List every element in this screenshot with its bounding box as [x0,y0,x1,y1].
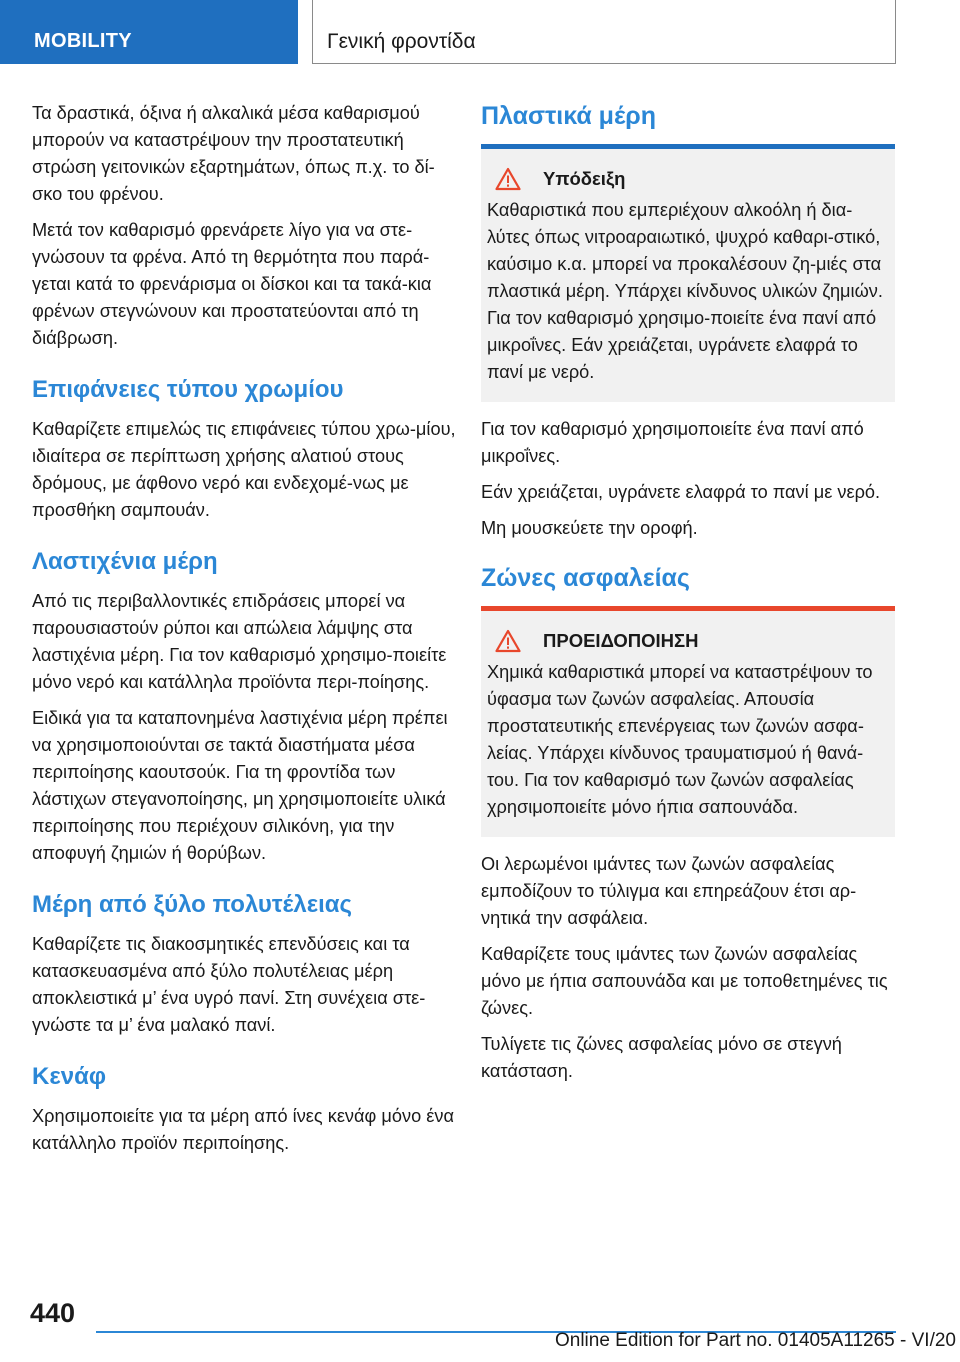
edition-note: Online Edition for Part no. 01405A11265 - VI/20 [554,1330,956,1351]
belts-section-header [481,562,895,611]
warning-text: Χημικά καθαριστικά μπορεί να καταστρέψουν το ύφασμα των ζωνών ασφαλείας. Απουσία προστατευτικής επενέργειας των ζωνών ασφα-λείας. Υπάρχει κίνδυνος τραυματισμού ή θανά-του. Για τον καθαρισμό των ζωνών ασφαλείας χρησιμοποιείτε μόνο ήπια σαπουνάδα. [487,662,873,817]
section-tab: MOBILITY [0,0,298,64]
belts-paragraph-3: Τυλίγετε τις ζώνες ασφαλείας μόνο σε στεγνή κατάσταση. [481,1034,842,1081]
heading-fine-wood: Μέρη από ξύλο πολυτέλειας [32,891,352,918]
page-header [0,0,960,66]
page-number: 440 [30,1298,76,1328]
heading-plastic-parts: Πλαστικά μέρη [481,102,656,130]
warning-triangle-icon [495,629,521,653]
intro-paragraph-2: Μετά τον καθαρισμό φρενάρετε λίγο για να στε-γνώσουν τα φρένα. Από τη θερμότητα που παρά-γεται κατά το φρενάρισμα οι δίσκοι και τα τακά-κια φρένων στεγνώνουν και προστατεύονται από τη διάβρωση. [32,220,432,348]
plastic-paragraph-1: Για τον καθαρισμό χρησιμοποιείτε ένα πανί από μικροΐνες. [481,419,864,466]
note-title: Υπόδειξη [543,168,626,189]
chapter-title: Γενική φροντίδα [312,0,896,64]
warning-title-row [487,629,883,653]
kenaf-paragraph: Χρησιμοποιείτε για τα μέρη από ίνες κενάφ μόνο ένα κατάλληλο προϊόν περιποίησης. [32,1106,454,1153]
plastic-paragraph-2: Εάν χρειάζεται, υγράνετε ελαφρά το πανί με νερό. [481,482,881,502]
right-column [481,100,895,1094]
wood-paragraph: Καθαρίζετε τις διακοσμητικές επενδύσεις και τα κατασκευασμένα από ξύλο πολυτέλειας μέρη αποκλειστικά μ’ ένα υγρό πανί. Στη συνέχεια στε-γνώστε τα μ’ ένα μαλακό πανί. [32,934,426,1035]
belts-paragraph-1: Οι λερωμένοι ιμάντες των ζωνών ασφαλείας εμποδίζουν το τύλιγμα και επηρεάζουν έτσι αρ-νητικά την ασφάλεια. [481,854,857,928]
note-text: Καθαριστικά που εμπεριέχουν αλκοόλη ή δια-λύτες όπως νιτροαραιωτικό, ψυχρό καθαρι-στικό, καύσιμο κ.α. μπορεί να προκαλέσουν ζη-μιές στα πλαστικά μέρη. Υπάρχει κίνδυνος υλικών ζημιών. Για τον καθαρισμό χρησιμο-ποιείτε ένα πανί από μικροΐνες. Εάν χρειάζεται, υγράνετε ελαφρά το πανί με νερό. [487,200,883,382]
rubber-paragraph-2: Ειδικά για τα καταπονημένα λαστιχένια μέρη πρέπει να χρησιμοποιούνται σε τακτά διαστήματα μέσα περιποίησης καουτσούκ. Για τη φροντίδα των λάστιχων στεγανοποίησης, μη χρησιμοποιείτε υλικά περιποίησης που περιέχουν σιλικόνη, για την αποφυγή ζημιών ή θορύβων. [32,708,448,863]
plastic-paragraph-3: Μη μουσκεύετε την οροφή. [481,518,698,538]
chrome-paragraph: Καθαρίζετε επιμελώς τις επιφάνειες τύπου χρω-μίου, ιδιαίτερα σε περίπτωση χρήσης αλατιού στους δρόμους, με άφθονο νερό και ενδεχομέ-νως με προσθήκη σαμπουάν. [32,419,456,520]
heading-chrome-surfaces: Επιφάνειες τύπου χρωμίου [32,376,344,403]
note-title-row [487,167,883,191]
warning-triangle-icon [495,167,521,191]
warning-box [481,611,895,837]
heading-kenaf: Κενάφ [32,1063,106,1090]
heading-rubber-parts: Λαστιχένια μέρη [32,548,218,575]
heading-seat-belts: Ζώνες ασφαλείας [481,564,690,592]
rubber-paragraph-1: Από τις περιβαλλοντικές επιδράσεις μπορεί να παρουσιαστούν ρύποι και απώλεια λάμψης στα λαστιχένια μέρη. Για τον καθαρισμό χρησιμο-ποιείτε μόνο νερό και κατάλληλα προϊόντα περι-ποίησης. [32,591,447,692]
plastic-section-header [481,100,895,149]
belts-paragraph-2: Καθαρίζετε τους ιμάντες των ζωνών ασφαλείας μόνο με ήπια σαπουνάδα και με τοποθετημένες τις ζώνες. [481,944,888,1018]
intro-paragraph-1: Τα δραστικά, όξινα ή αλκαλικά μέσα καθαρισμού μπορούν να καταστρέψουν την προστατευτική στρώση γειτονικών εξαρτημάτων, όπως π.χ. το δί-σκο του φρένου. [32,103,435,204]
note-box [481,149,895,402]
warning-title: ΠΡΟΕΙΔΟΠΟΙΗΣΗ [543,630,699,651]
left-column [32,100,460,1166]
